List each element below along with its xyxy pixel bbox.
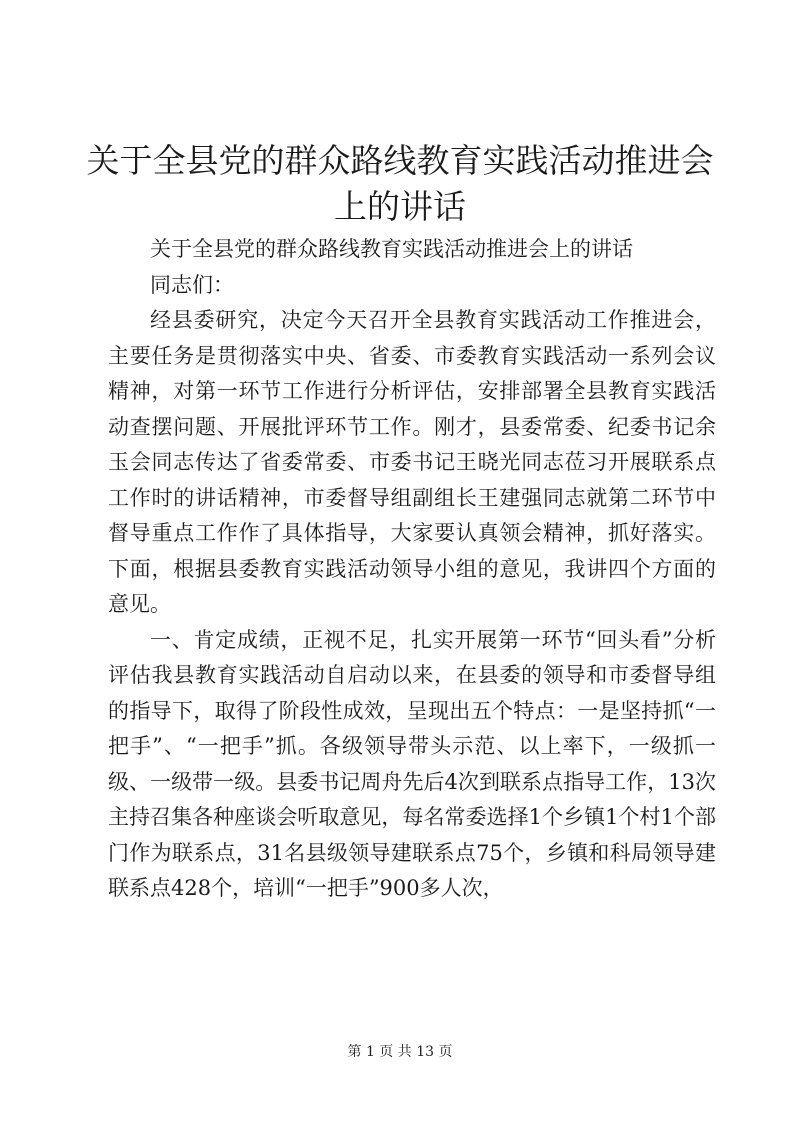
subtitle-paragraph: 关于全县党的群众路线教育实践活动推进会上的讲话	[150, 237, 633, 261]
document-body	[108, 232, 716, 907]
body-paragraph: 经县委研究，决定今天召开全县教育实践活动工作推进会，主要任务是贯彻落实中央、省委、市委教育实践活动一系列会议精神，对第一环节工作进行分析评估，安排部署全县教育实践活动查摆问题、开展批评环节工作。刚才，县委常委、纪委书记余玉会同志传达了省委常委、市委书记王晓光同志莅习开展联系点工作时的讲话精神，市委督导组副组长王建强同志就第二环节中督导重点工作作了具体指导，大家要认真领会精神，抓好落实。下面，根据县委教育实践活动领导小组的意见，我讲四个方面的意见。	[108, 308, 716, 616]
page-number-footer: 第 1 页 共 13 页	[347, 1044, 453, 1060]
body-paragraph: 一、肯定成绩，正视不足，扎实开展第一环节“回头看”分析评估我县教育实践活动自启动以来，在县委的领导和市委督导组的指导下，取得了阶段性成效，呈现出五个特点：一是坚持抓“一把手”、“一把手”抓。各级领导带头示范、以上率下，一级抓一级、一级带一级。县委书记周舟先后4次到联系点指导工作，13次主持召集各种座谈会听取意见，每名常委选择1个乡镇1个村1个部门作为联系点，31名县级领导建联系点75个，乡镇和科局领导建联系点428个，培训“一把手”900多人次，	[108, 627, 716, 900]
salutation-paragraph: 同志们：	[150, 272, 234, 297]
document-title: 关于全县党的群众路线教育实践活动推进会上的讲话	[86, 141, 714, 226]
